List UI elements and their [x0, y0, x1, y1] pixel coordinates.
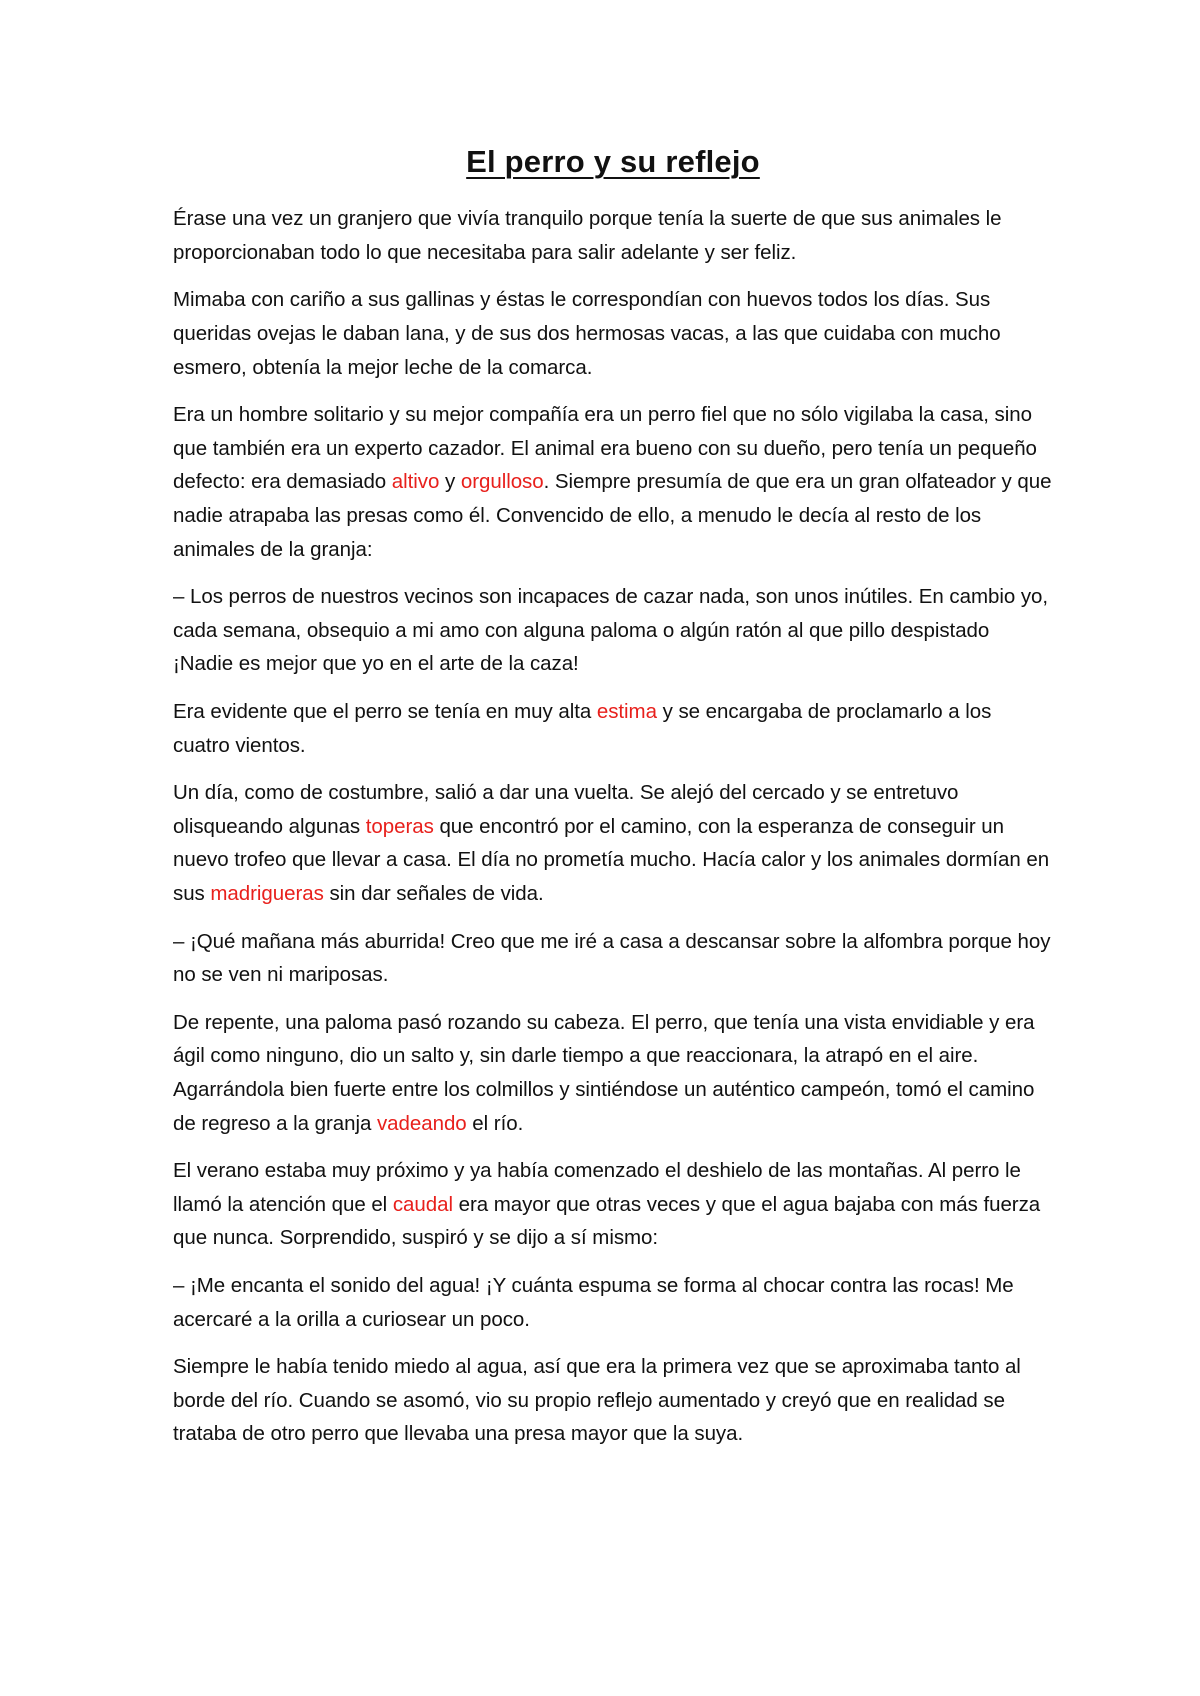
text-run: Érase una vez un granjero que vivía tranquilo porque tenía la suerte de que sus animales le proporcionaban todo lo que necesitaba para salir adelante y ser feliz. [173, 207, 1002, 264]
text-run: Era un hombre solitario y su mejor compañía era un perro fiel que no sólo vigilaba la casa, sino que también era un experto cazador. El animal era bueno con su dueño, pero tenía un pequeño defecto: era demasiado [173, 403, 1037, 494]
text-run: Un día, como de costumbre, salió a dar una vuelta. Se alejó del cercado y se entretuvo olisqueando algunas [173, 781, 959, 838]
text-run: . Siempre presumía de que era un gran olfateador y que nadie atrapaba las presas como él. Convencido de ello, a menudo le decía al resto de los animales de la granja: [173, 470, 1052, 561]
text-run: sin dar señales de vida. [323, 881, 544, 905]
text-run: Mimaba con cariño a sus gallinas y éstas le correspondían con huevos todos los días. Sus queridas ovejas le daban lana, y de sus dos hermosas vacas, a las que cuidaba con mucho esmero, obtenía la mejor leche de la comarca. [173, 288, 1001, 379]
vocabulary-word: caudal [392, 1192, 453, 1216]
body-paragraph [173, 776, 1053, 910]
vocabulary-word: madrigueras [210, 881, 324, 905]
body-paragraph [173, 1006, 1053, 1140]
text-run: el río. [466, 1111, 524, 1135]
vocabulary-word: estima [596, 700, 657, 724]
body-paragraph [173, 1350, 1053, 1451]
text-run: De repente, una paloma pasó rozando su cabeza. El perro, que tenía una vista envidiable y era ágil como ninguno, dio un salto y, sin darle tiempo a que reaccionara, la atrapó en el aire. Agarrándola bien fuerte entre los colmillos y sintiéndose un auténtico campeón, tomó el camino de regreso a la granja [173, 1010, 1035, 1135]
document-body [173, 202, 1053, 1451]
body-paragraph [173, 1269, 1053, 1336]
body-paragraph [173, 398, 1053, 566]
body-paragraph [173, 1154, 1053, 1255]
vocabulary-word: orgulloso [460, 470, 544, 494]
document-page [173, 142, 1053, 1465]
text-run: era mayor que otras veces y que el agua bajaba con más fuerza que nunca. Sorprendido, suspiró y se dijo a sí mismo: [173, 1192, 1041, 1250]
text-run: – ¡Qué mañana más aburrida! Creo que me iré a casa a descansar sobre la alfombra porque hoy no se ven ni mariposas. [173, 929, 1051, 987]
body-paragraph [173, 925, 1053, 992]
body-paragraph [173, 283, 1053, 384]
text-run: Era evidente que el perro se tenía en muy alta [173, 700, 597, 724]
document-title: El perro y su reflejo [466, 144, 760, 179]
vocabulary-word: toperas [365, 814, 434, 838]
text-run: – ¡Me encanta el sonido del agua! ¡Y cuánta espuma se forma al chocar contra las rocas! Me acercaré a la orilla a curiosear un poco. [173, 1273, 1014, 1331]
body-paragraph [173, 580, 1053, 681]
body-paragraph [173, 695, 1053, 762]
vocabulary-word: altivo [391, 470, 440, 494]
text-run: que encontró por el camino, con la esperanza de conseguir un nuevo trofeo que llevar a casa. El día no prometía mucho. Hacía calor y los animales dormían en sus [173, 814, 1050, 905]
text-run: El verano estaba muy próximo y ya había comenzado el deshielo de las montañas. Al perro le llamó la atención que el [173, 1159, 1021, 1216]
text-run: y se encargaba de proclamarlo a los cuatro vientos. [173, 700, 992, 757]
body-paragraph [173, 202, 1053, 269]
text-run: Siempre le había tenido miedo al agua, así que era la primera vez que se aproximaba tanto al borde del río. Cuando se asomó, vio su propio reflejo aumentado y creyó que en realidad se trataba de otro perro que llevaba una presa mayor que la suya. [173, 1355, 1021, 1446]
text-run: – Los perros de nuestros vecinos son incapaces de cazar nada, son unos inútiles. En cambio yo, cada semana, obsequio a mi amo con alguna paloma o algún ratón al que pillo despistado ¡Nadie es mejor que yo en el arte de la caza! [173, 585, 1049, 676]
vocabulary-word: vadeando [376, 1111, 467, 1135]
text-run: y [439, 470, 461, 494]
